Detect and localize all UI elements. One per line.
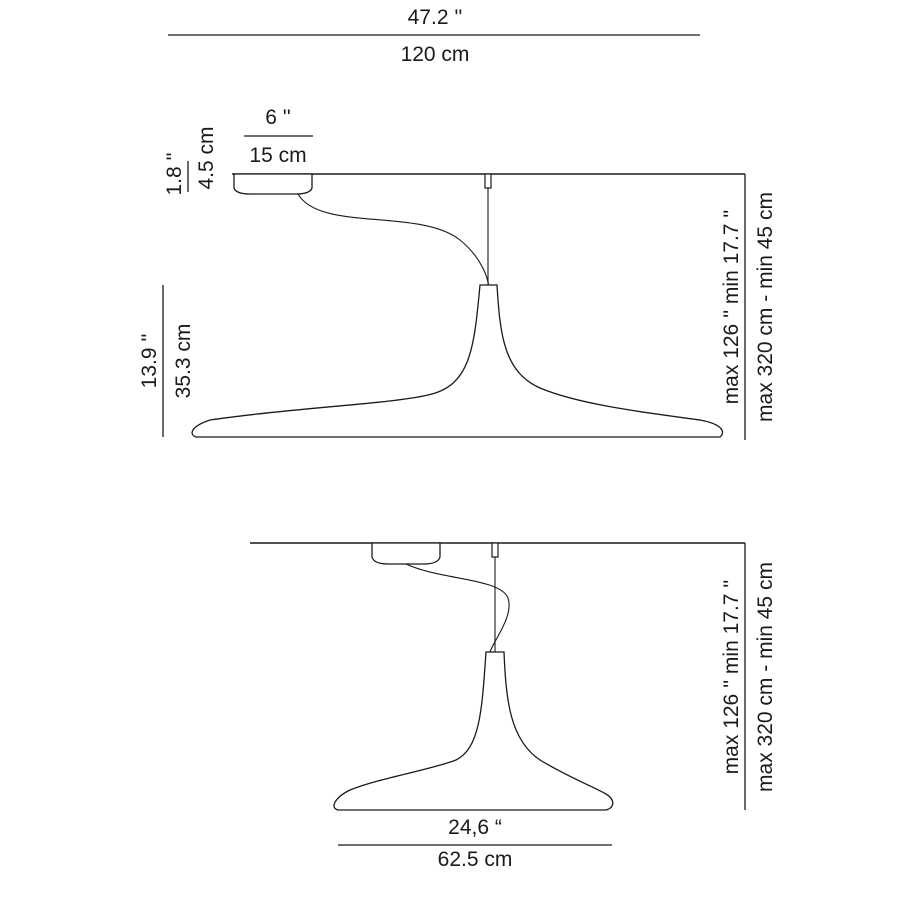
large-lamp-drop-inches: max 126 '' min 17.7 '' bbox=[720, 209, 743, 405]
shade-height-cm: 35.3 cm bbox=[172, 323, 195, 399]
small-lamp-wire-clamp bbox=[492, 543, 498, 557]
small-lamp-shade bbox=[334, 652, 613, 810]
large-lamp-wire-clamp bbox=[485, 174, 491, 188]
small-lamp-drop-inches: max 126 '' min 17.7 '' bbox=[720, 579, 743, 775]
overall-width-dimension bbox=[168, 6, 700, 66]
canopy-width-cm: 15 cm bbox=[249, 144, 307, 167]
large-lamp-shade bbox=[192, 285, 722, 437]
small-lamp-drawing bbox=[250, 543, 777, 871]
canopy-width-dimension bbox=[244, 106, 313, 167]
small-lamp-width-inches: 24,6 “ bbox=[448, 816, 502, 839]
canopy-width-inches: 6 '' bbox=[265, 106, 291, 129]
large-lamp-power-cable bbox=[298, 194, 489, 288]
small-lamp-width-cm: 62.5 cm bbox=[437, 848, 513, 871]
small-lamp-power-cable bbox=[406, 564, 509, 652]
small-lamp-drop-cm: max 320 cm - min 45 cm bbox=[754, 562, 777, 792]
large-lamp-canopy bbox=[234, 174, 312, 194]
overall-width-inches: 47.2 '' bbox=[407, 6, 463, 29]
large-lamp-drop-cm: max 320 cm - min 45 cm bbox=[754, 192, 777, 422]
canopy-height-cm: 4.5 cm bbox=[195, 126, 218, 190]
large-lamp-drawing bbox=[138, 106, 777, 440]
canopy-height-inches: 1.8 '' bbox=[163, 152, 186, 196]
canopy-height-dimension bbox=[163, 126, 218, 195]
overall-width-cm: 120 cm bbox=[400, 43, 470, 66]
small-lamp-width-dimension bbox=[338, 816, 612, 871]
large-lamp-drop-dimension bbox=[720, 174, 777, 440]
small-lamp-drop-dimension bbox=[720, 543, 777, 810]
small-lamp-canopy bbox=[372, 543, 440, 564]
shade-height-dimension bbox=[138, 285, 195, 437]
shade-height-inches: 13.9 '' bbox=[138, 333, 161, 389]
